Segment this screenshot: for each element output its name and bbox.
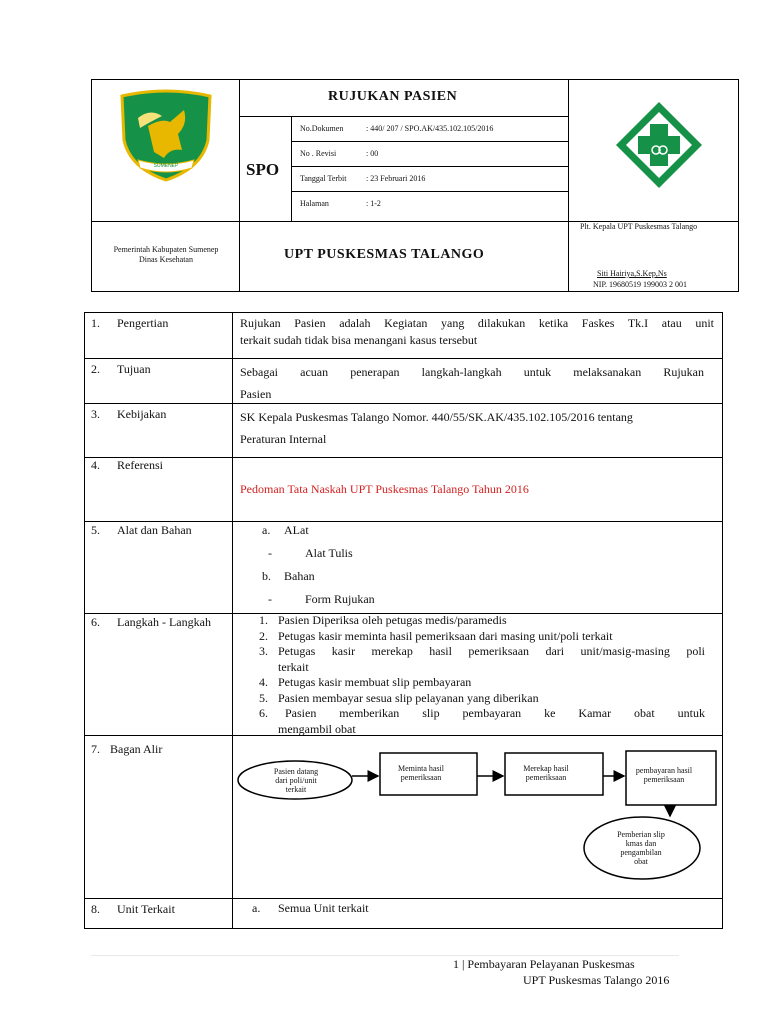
flow-n3-line2: pemeriksaan [525, 773, 567, 782]
org-name: UPT PUSKESMAS TALANGO [284, 247, 485, 262]
meta-label-tanggal: Tanggal Terbit [300, 174, 347, 183]
step-4-number: 4. [259, 675, 268, 689]
row-3-line-1: SK Kepala Puskesmas Talango Nomor. 440/55/SK.AK/435.102.105/2016 tentang [240, 410, 633, 424]
spo-label: SPO [246, 160, 280, 179]
row-5-item-alat: ALat [284, 523, 309, 537]
flow-n2-line2: pemeriksaan [400, 773, 442, 782]
step-6-number: 6. [259, 706, 268, 720]
row-5-item-alat-tulis: Alat Tulis [305, 546, 353, 560]
step-2-text: Petugas kasir meminta hasil pemeriksaan dari masing unit/poli terkait [278, 628, 613, 643]
row-2-content [240, 361, 704, 405]
footer-separator: | [462, 957, 465, 971]
flowchart [233, 740, 721, 896]
logo-ribbon-text: SUMENEP [153, 163, 179, 169]
footer-page-number: 1 [453, 957, 459, 971]
row-5-label: Alat dan Bahan [117, 523, 192, 537]
step-6-text: Pasien memberikan slip pembayaran ke Kamar obat untuk [285, 706, 705, 720]
row-6-no: 6. [91, 615, 100, 629]
document-title: RUJUKAN PASIEN [328, 89, 458, 104]
signer-name: Siti Hairiya,S.Kep,Ns [597, 269, 667, 278]
flow-rekap-label [511, 764, 581, 782]
step-5 [259, 691, 705, 707]
meta-label-halaman: Halaman [300, 199, 329, 208]
flow-n4-line2: pemeriksaan [643, 775, 685, 784]
row-2-label: Tujuan [117, 362, 151, 376]
row-3-no: 3. [91, 407, 100, 421]
footer-page-line [453, 957, 635, 972]
flow-n1-line3: terkait [285, 785, 307, 794]
meta-label-revisi: No . Revisi [300, 149, 337, 158]
step-1-text: Pasien Diperiksa oleh petugas medis/paramedis [278, 613, 507, 627]
step-2-number: 2. [259, 628, 268, 643]
step-3 [259, 644, 705, 660]
flow-bayar-label [624, 766, 704, 784]
row-4-no: 4. [91, 458, 100, 472]
meta-value-halaman: : 1-2 [366, 199, 381, 208]
footer-subtitle: UPT Puskesmas Talango 2016 [523, 973, 670, 987]
row-8-label: Unit Terkait [117, 902, 175, 916]
flow-start-label [258, 767, 334, 794]
row-3-label: Kebijakan [117, 407, 167, 421]
row-2-line-1: Sebagai acuan penerapan langkah-langkah untuk melaksanakan Rujukan [240, 365, 704, 379]
row-7-no: 7. [91, 742, 100, 756]
row-5-mark-b: b. [262, 569, 271, 583]
footer-title: Pembayaran Pelayanan Puskesmas [467, 957, 635, 971]
step-1 [259, 613, 705, 629]
row-7-label: Bagan Alir [110, 742, 163, 756]
step-3-number: 3. [259, 644, 268, 658]
row-2-line-2: Pasien [240, 387, 272, 401]
row-1-line-2: terkait sudah tidak bisa menangani kasus tersebut [240, 333, 478, 347]
footer-rule [91, 955, 679, 956]
row-5-dash-2: - [268, 592, 272, 606]
left-org-line2: Dinas Kesehatan [139, 255, 193, 264]
flow-end-label [606, 830, 676, 866]
left-org-block [96, 245, 236, 265]
step-2 [259, 629, 705, 645]
row-1-content [240, 315, 714, 349]
flow-n5-line3: pengambilan [620, 848, 662, 857]
sumenep-logo [118, 88, 214, 184]
row-5-item-bahan: Bahan [284, 569, 315, 583]
signer-title: Plt. Kepala UPT Puskesmas Talango [580, 222, 698, 231]
row-5-no: 5. [91, 523, 100, 537]
row-2-no: 2. [91, 362, 100, 376]
step-3-text: Petugas kasir merekap hasil pemeriksaan dari unit/masig-masing poli [278, 644, 705, 658]
row-5-item-form: Form Rujukan [305, 592, 375, 606]
row-6-label: Langkah - Langkah [117, 615, 211, 629]
row-8-no: 8. [91, 902, 100, 916]
meta-value-revisi: : 00 [366, 149, 379, 158]
row-4-label: Referensi [117, 458, 163, 472]
flow-n1-line1: Pasien datang [273, 767, 319, 776]
meta-value-tanggal: : 23 Februari 2016 [366, 174, 426, 183]
row-3-content [240, 406, 708, 450]
row-8-item: Semua Unit terkait [278, 901, 369, 915]
flow-n1-line2: dari poli/unit [275, 776, 317, 785]
flow-n2-line1: Meminta hasil [398, 764, 444, 773]
step-4 [259, 675, 705, 691]
row-5-mark-a: a. [262, 523, 271, 537]
step-5-number: 5. [259, 690, 268, 705]
row-3-line-2: Peraturan Internal [240, 432, 327, 446]
step-5-text: Pasien membayar sesua slip pelayanan yang diberikan [278, 690, 539, 705]
row-1-no: 1. [91, 316, 100, 330]
flow-minta-label [386, 764, 456, 782]
flow-n4-line1: pembayaran hasil [635, 766, 693, 775]
step-4-text: Petugas kasir membuat slip pembayaran [278, 675, 472, 689]
row-1-label: Pengertian [117, 316, 169, 330]
flow-n3-line1: Merekap hasil [523, 764, 569, 773]
step-6 [259, 706, 705, 722]
step-6-cont: mengambil obat [278, 721, 356, 736]
row-8-mark: a. [252, 901, 261, 915]
meta-value-no-dokumen: : 440/ 207 / SPO.AK/435.102.105/2016 [366, 124, 494, 133]
puskesmas-logo [614, 100, 704, 190]
row-6-steps [259, 613, 705, 737]
step-3-cont: terkait [278, 659, 309, 674]
signer-nip: NIP. 19680519 199003 2 001 [593, 280, 688, 289]
row-5-dash-1: - [268, 546, 272, 560]
flow-n5-line1: Pemberian slip [617, 830, 665, 839]
step-1-number: 1. [259, 613, 268, 627]
left-org-line1: Pemerintah Kabupaten Sumenep [113, 245, 219, 254]
row-4-reference: Pedoman Tata Naskah UPT Puskesmas Talango Tahun 2016 [240, 482, 529, 496]
row-1-line-1: Rujukan Pasien adalah Kegiatan yang dilakukan ketika Faskes Tk.I atau unit [240, 316, 714, 330]
flow-n5-line2: kmas dan [625, 839, 657, 848]
meta-label-no-dokumen: No.Dokumen [300, 124, 344, 133]
flow-n5-line4: obat [634, 857, 648, 866]
